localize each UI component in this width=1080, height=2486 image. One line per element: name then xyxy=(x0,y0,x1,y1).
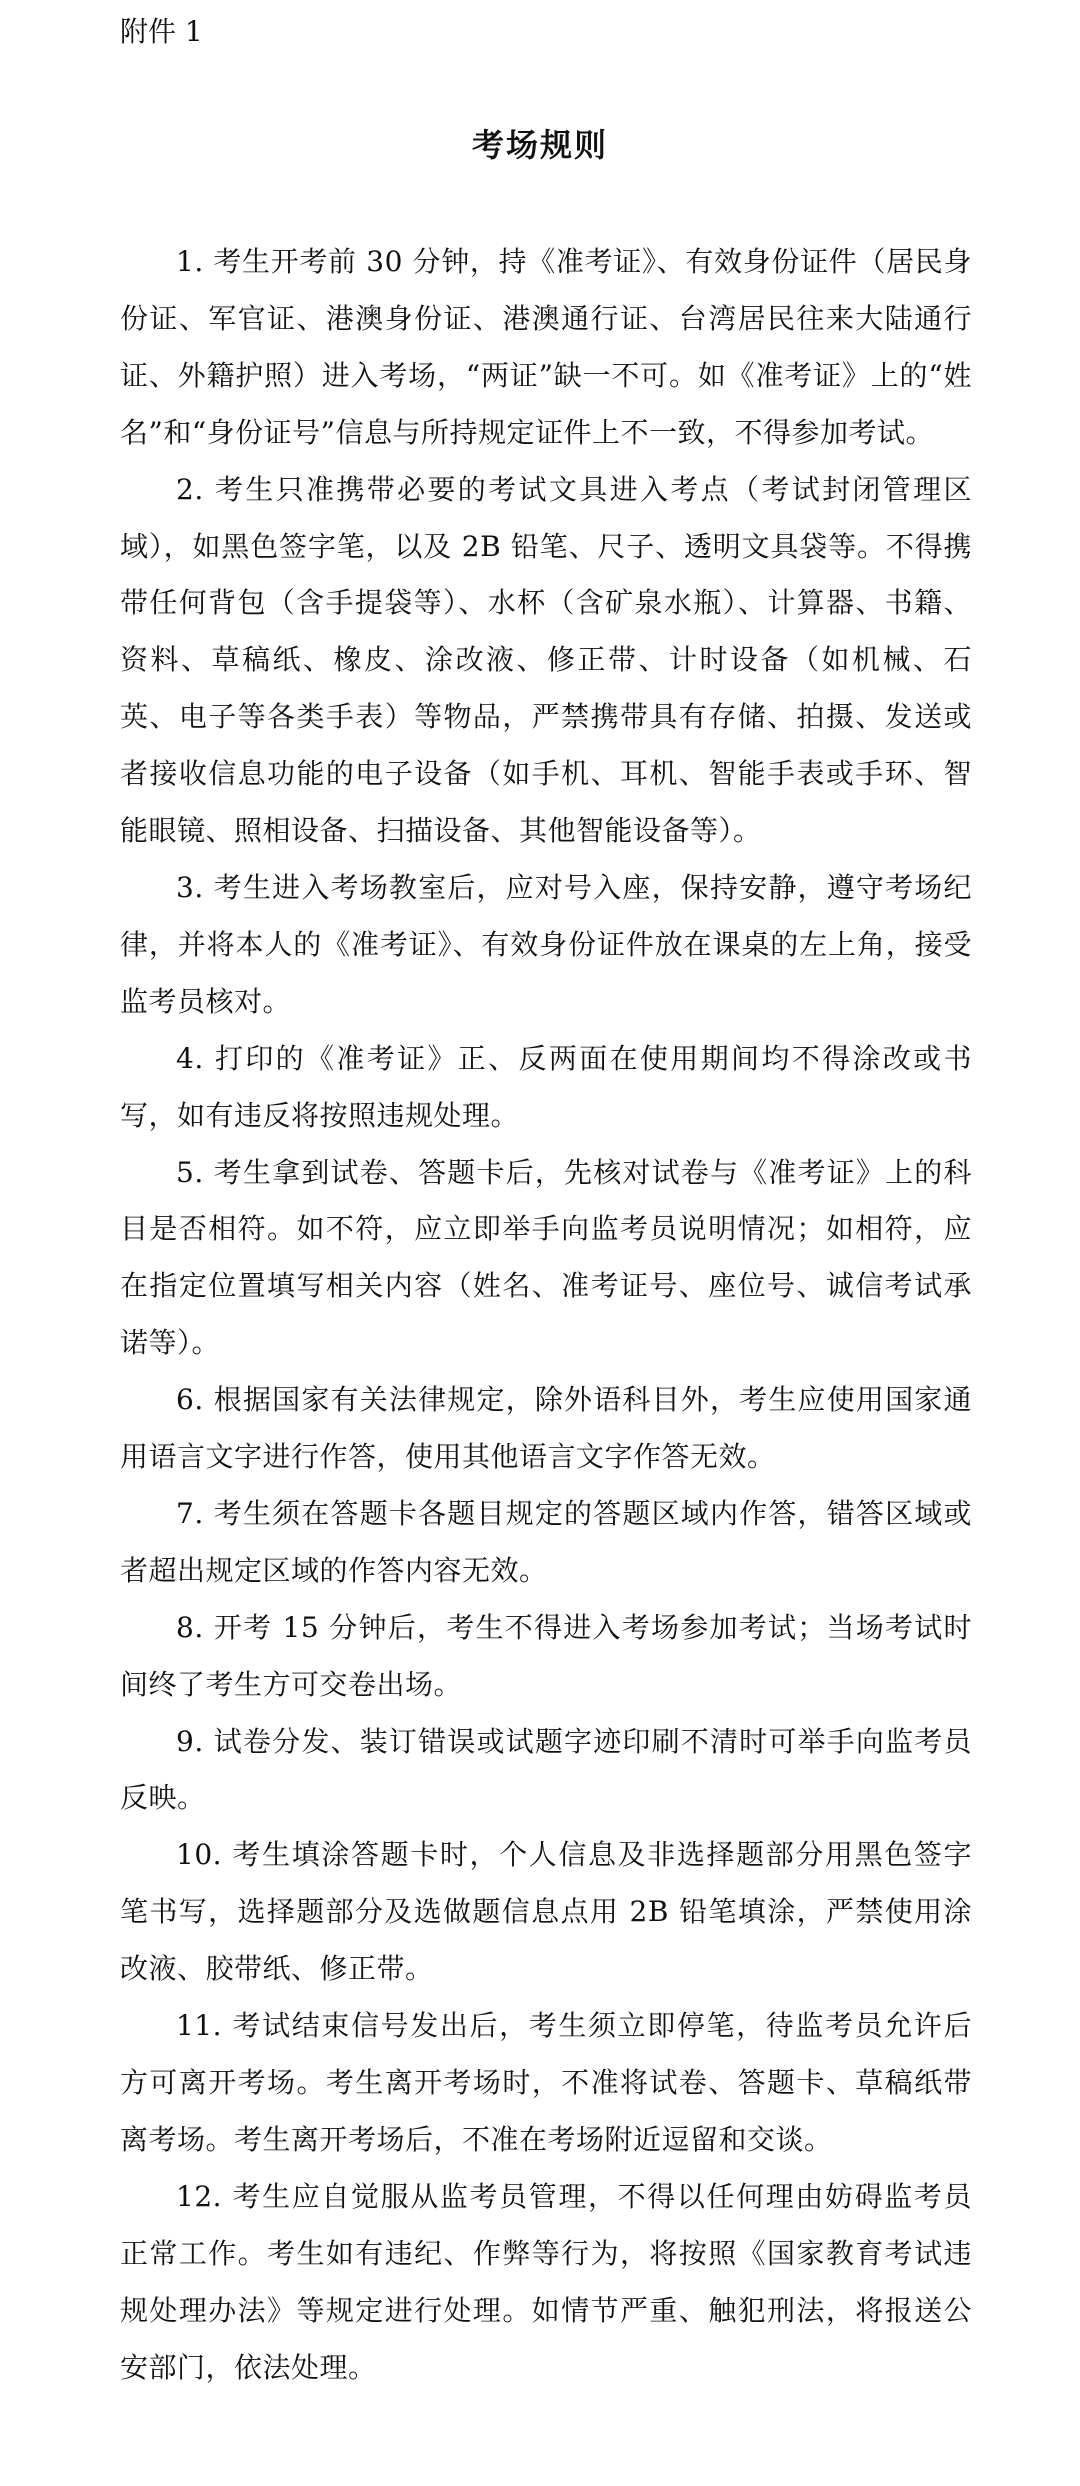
rule-paragraph: 4. 打印的《准考证》正、反两面在使用期间均不得涂改或书写，如有违反将按照违规处理。 xyxy=(120,1041,972,1132)
rule-paragraph: 7. 考生须在答题卡各题目规定的答题区域内作答，错答区域或者超出规定区域的作答内容无效。 xyxy=(120,1496,972,1587)
rule-paragraph: 11. 考试结束信号发出后，考生须立即停笔，待监考员允许后方可离开考场。考生离开考场时，不准将试卷、答题卡、草稿纸带离考场。考生离开考场后，不准在考场附近逗留和交谈。 xyxy=(120,2009,972,2156)
page-title: 考场规则 xyxy=(471,126,608,164)
rule-paragraph: 8. 开考 15 分钟后，考生不得进入考场参加考试；当场考试时间终了考生方可交卷出场。 xyxy=(120,1610,972,1701)
attachment-label: 附件 1 xyxy=(120,15,203,48)
rule-paragraph: 9. 试卷分发、装订错误或试题字迹印刷不清时可举手向监考员反映。 xyxy=(120,1724,972,1815)
rule-paragraph: 1. 考生开考前 30 分钟，持《准考证》、有效身份证件（居民身份证、军官证、港澳身份证、港澳通行证、台湾居民往来大陆通行证、外籍护照）进入考场，“两证”缺一不可。如《准考证》上的“姓名”和“身份证号”信息与所持规定证件上不一致，不得参加考试。 xyxy=(120,245,972,449)
rule-paragraph: 6. 根据国家有关法律规定，除外语科目外，考生应使用国家通用语言文字进行作答，使用其他语言文字作答无效。 xyxy=(120,1383,972,1474)
rule-paragraph: 10. 考生填涂答题卡时，个人信息及非选择题部分用黑色签字笔书写，选择题部分及选做题信息点用 2B 铅笔填涂，严禁使用涂改液、胶带纸、修正带。 xyxy=(120,1838,972,1986)
rule-paragraph: 2. 考生只准携带必要的考试文具进入考点（考试封闭管理区域），如黑色签字笔，以及 2B 铅笔、尺子、透明文具袋等。不得携带任何背包（含手提袋等）、水杯（含矿泉水瓶）、计算器、书籍、资料、草稿纸、橡皮、涂改液、修正带、计时设备（如机械、石英、电子等各类手表）等物品，严禁携带具有存储、拍摄、发送或者接收信息功能的电子设备（如手机、耳机、智能手表或手环、智能眼镜、照相设备、扫描设备、其他智能设备等）。 xyxy=(120,472,972,848)
rule-paragraph: 12. 考生应自觉服从监考员管理，不得以任何理由妨碍监考员正常工作。考生如有违纪、作弊等行为，将按照《国家教育考试违规处理办法》等规定进行处理。如情节严重、触犯刑法，将报送公安部门，依法处理。 xyxy=(120,2179,972,2384)
rules-list xyxy=(120,234,972,2396)
rule-paragraph: 3. 考生进入考场教室后，应对号入座，保持安静，遵守考场纪律，并将本人的《准考证》、有效身份证件放在课桌的左上角，接受监考员核对。 xyxy=(120,870,972,1018)
rule-paragraph: 5. 考生拿到试卷、答题卡后，先核对试卷与《准考证》上的科目是否相符。如不符，应立即举手向监考员说明情况；如相符，应在指定位置填写相关内容（姓名、准考证号、座位号、诚信考试承诺等）。 xyxy=(120,1155,972,1360)
